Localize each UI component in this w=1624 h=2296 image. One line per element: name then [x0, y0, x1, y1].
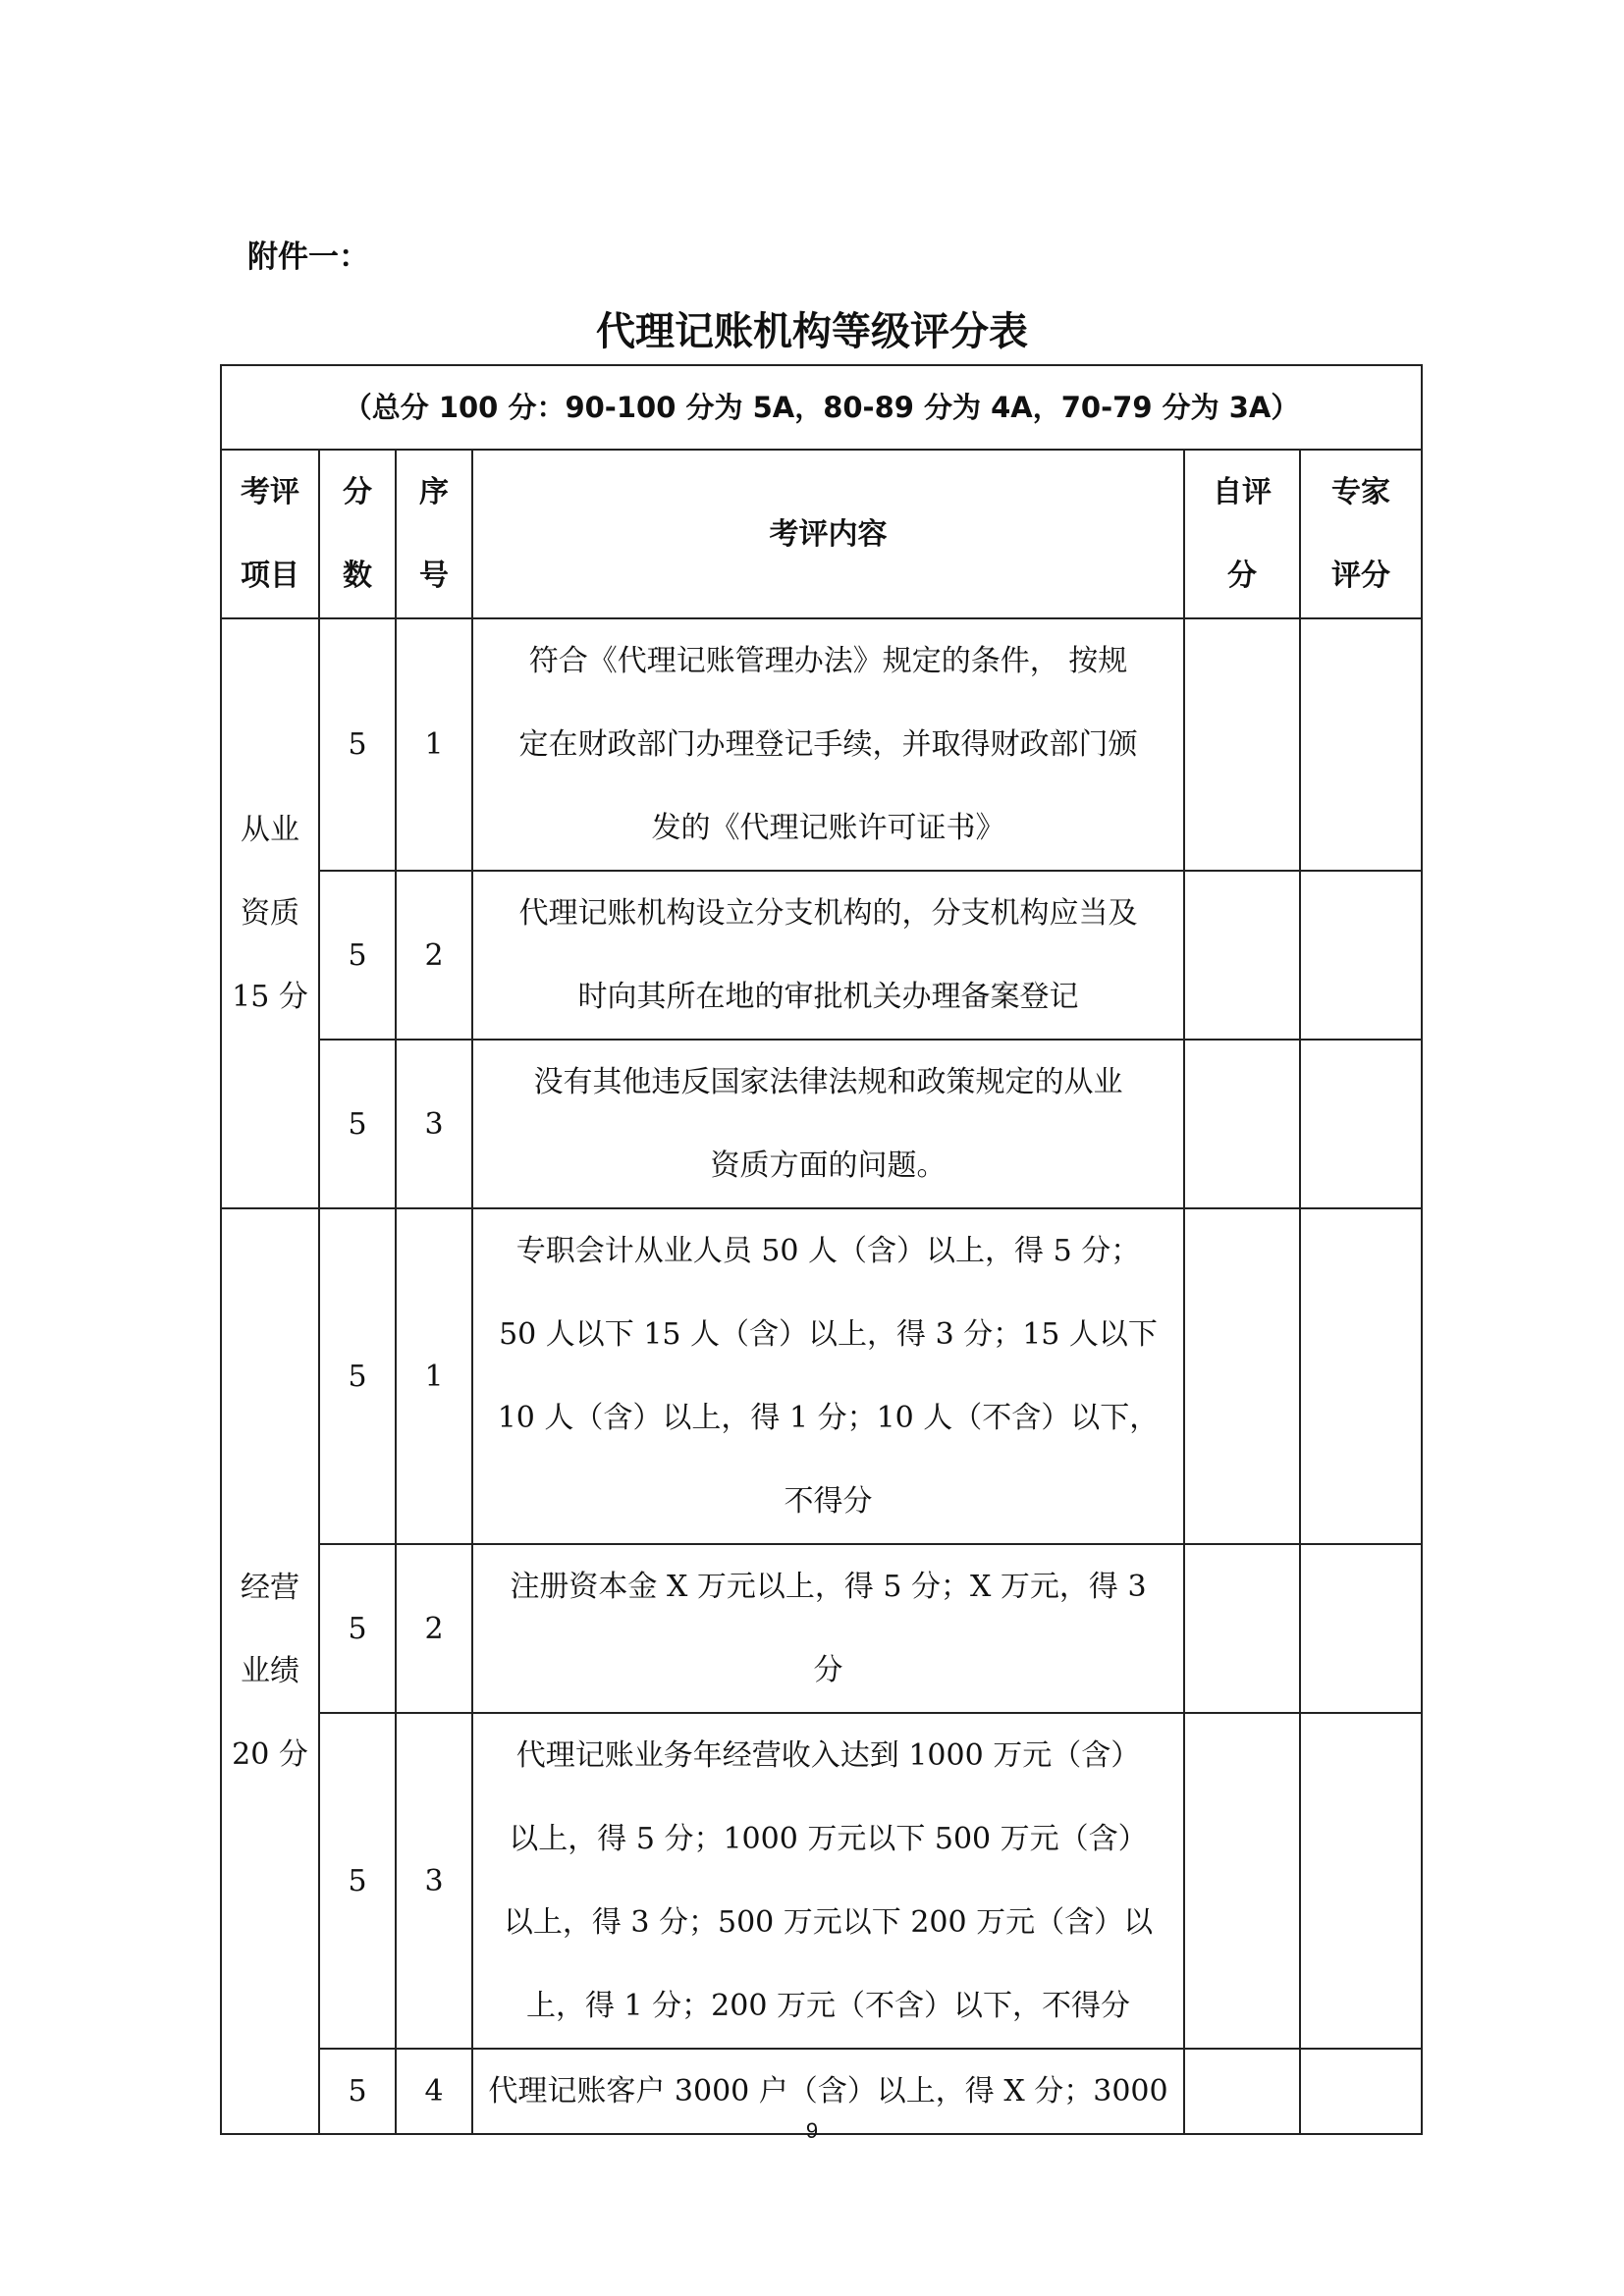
content-line: 代理记账机构设立分支机构的，分支机构应当及: [518, 896, 1138, 931]
content-line: 时向其所在地的审批机关办理备案登记: [577, 980, 1079, 1014]
expert-score-cell[interactable]: [1300, 1713, 1422, 2049]
category-line: 20 分: [232, 1737, 308, 1772]
content-cell: [472, 1208, 1184, 1544]
table-row: [221, 871, 1422, 1040]
content-line: 符合《代理记账管理办法》规定的条件， 按规: [528, 644, 1128, 678]
self-score-cell[interactable]: [1184, 1208, 1300, 1544]
page-title: 代理记账机构等级评分表: [596, 309, 1028, 354]
expert-score-cell[interactable]: [1300, 1208, 1422, 1544]
score-cell: 5: [319, 1544, 396, 1713]
content-line: 发的《代理记账许可证书》: [651, 811, 1005, 845]
content-line: 分: [813, 1653, 843, 1687]
header-expert-score: 专家 评分: [1300, 450, 1422, 618]
table-row: [221, 618, 1422, 871]
content-cell: [472, 1040, 1184, 1208]
content-line: 50 人以下 15 人（含）以上，得 3 分；15 人以下: [499, 1317, 1158, 1352]
score-cell: 5: [319, 871, 396, 1040]
content-line: 资质方面的问题。: [710, 1148, 947, 1183]
content-line: 代理记账客户 3000 户（含）以上，得 X 分；3000: [488, 2074, 1168, 2109]
seq-cell: 3: [396, 1040, 472, 1208]
category-cell: [221, 618, 319, 1208]
table-row: [221, 1713, 1422, 2049]
table-row: [221, 1040, 1422, 1208]
content-line: 没有其他违反国家法律法规和政策规定的从业: [533, 1065, 1123, 1099]
category-line: 15 分: [232, 980, 308, 1014]
score-cell: 5: [319, 1713, 396, 2049]
expert-score-cell[interactable]: [1300, 618, 1422, 871]
score-cell: 5: [319, 1208, 396, 1544]
seq-cell: 2: [396, 1544, 472, 1713]
content-line: 代理记账业务年经营收入达到 1000 万元（含）: [515, 1738, 1141, 1773]
content-cell: [472, 1713, 1184, 2049]
content-cell: [472, 1544, 1184, 1713]
header-item: 考评 项目: [221, 450, 319, 618]
seq-cell: 3: [396, 1713, 472, 2049]
category-line: 资质: [241, 896, 299, 931]
score-cell: 5: [319, 1040, 396, 1208]
content-line: 上，得 1 分；200 万元（不含）以下，不得分: [526, 1989, 1130, 2023]
self-score-cell[interactable]: [1184, 618, 1300, 871]
score-note: （总分 100 分：90-100 分为 5A，80-89 分为 4A，70-79 分为 3A）: [221, 365, 1422, 450]
category-line: 业绩: [241, 1654, 299, 1688]
header-score: 分 数: [319, 450, 396, 618]
seq-cell: 4: [396, 2049, 472, 2134]
category-line: 经营: [241, 1571, 299, 1605]
self-score-cell[interactable]: [1184, 1713, 1300, 2049]
score-cell: 5: [319, 2049, 396, 2134]
expert-score-cell[interactable]: [1300, 1040, 1422, 1208]
header-seq: 序 号: [396, 450, 472, 618]
seq-cell: 1: [396, 1208, 472, 1544]
header-self-score: 自评 分: [1184, 450, 1300, 618]
table-row: [221, 1544, 1422, 1713]
attachment-label: 附件一：: [247, 240, 369, 275]
score-cell: 5: [319, 618, 396, 871]
header-row: [221, 450, 1422, 618]
content-line: 以上，得 3 分；500 万元以下 200 万元（含）以: [503, 1905, 1154, 1940]
expert-score-cell[interactable]: [1300, 871, 1422, 1040]
rating-table: [220, 364, 1423, 2135]
seq-cell: 1: [396, 618, 472, 871]
category-line: 从业: [241, 813, 299, 847]
table-row: [221, 1208, 1422, 1544]
self-score-cell[interactable]: [1184, 871, 1300, 1040]
seq-cell: 2: [396, 871, 472, 1040]
content-line: 以上，得 5 分；1000 万元以下 500 万元（含）: [509, 1822, 1148, 1856]
content-cell: [472, 871, 1184, 1040]
category-cell: [221, 1208, 319, 2134]
content-line: 专职会计从业人员 50 人（含）以上，得 5 分；: [515, 1234, 1141, 1268]
content-cell: [472, 618, 1184, 871]
self-score-cell[interactable]: [1184, 1040, 1300, 1208]
content-line: 注册资本金 X 万元以上，得 5 分；X 万元，得 3: [510, 1570, 1147, 1604]
expert-score-cell[interactable]: [1300, 1544, 1422, 1713]
content-line: 定在财政部门办理登记手续，并取得财政部门颁: [518, 727, 1138, 762]
page-number: 9: [805, 2118, 819, 2143]
header-content: 考评内容: [472, 450, 1184, 618]
content-line: 10 人（含）以上，得 1 分；10 人（不含）以下，: [497, 1401, 1160, 1435]
self-score-cell[interactable]: [1184, 1544, 1300, 1713]
content-line: 不得分: [784, 1484, 873, 1519]
